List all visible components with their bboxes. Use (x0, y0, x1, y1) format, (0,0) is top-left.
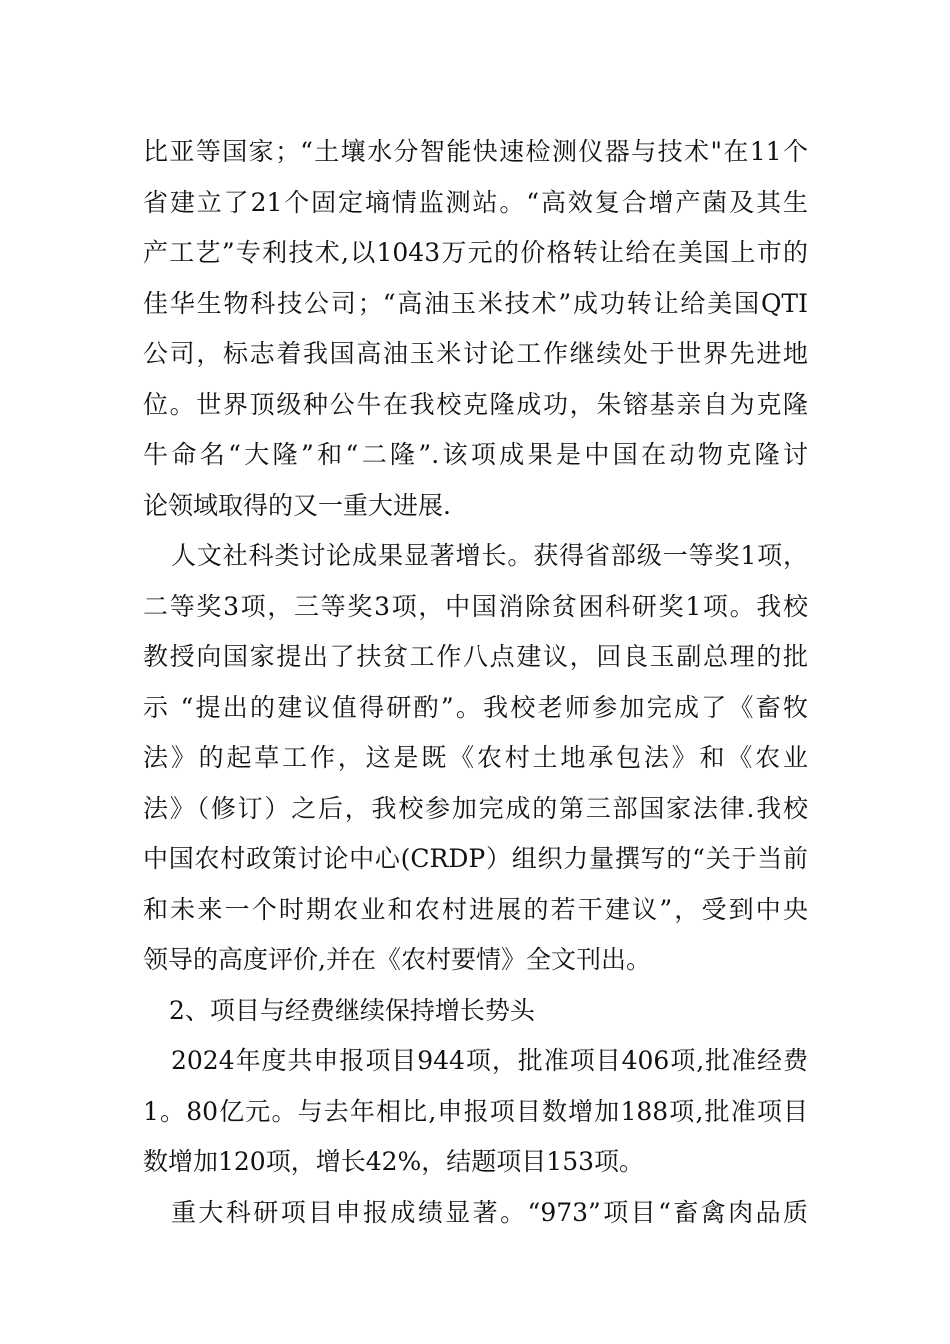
text-line: 论领域取得的又一重大进展. (143, 490, 451, 520)
text-line: 法》的起草工作，这是既《农村土地承包法》和《农业 (143, 743, 808, 772)
paragraph-first-line: 人文社科类讨论成果显著增长。获得省部级一等奖1项， (171, 541, 808, 570)
text-line: 教授向国家提出了扶贫工作八点建议，回良玉副总理的批 (143, 642, 808, 671)
text-line: 中国农村政策讨论中心(CRDP）组织力量撰写的“关于当前 (143, 844, 808, 873)
paragraph-first-line: 重大科研项目申报成绩显著。“973”项目“畜禽肉品质 (171, 1197, 808, 1227)
text-line: 省建立了21个固定墒情监测站。“高效复合增产菌及其生 (143, 187, 808, 217)
text-line: 示 “提出的建议值得研酌”。我校老师参加完成了《畜牧 (143, 692, 808, 722)
text-line: 和未来一个时期农业和农村进展的若干建议”，受到中央 (143, 894, 808, 924)
paragraph-first-line: 2024年度共申报项目944项，批准项目406项,批准经费 (171, 1046, 808, 1075)
text-line: 领导的高度评价,并在《农村要情》全文刊出。 (143, 945, 651, 974)
text-line: 数增加120项，增长42%，结题项目153项。 (143, 1147, 645, 1176)
text-line: 产工艺”专利技术,以1043万元的价格转让给在美国上市的 (143, 238, 808, 267)
text-line: 佳华生物科技公司；“高油玉米技术”成功转让给美国QTI (143, 288, 808, 318)
text-line: 比亚等国家；“土壤水分智能快速检测仪器与技术"在11个 (143, 137, 808, 166)
text-line: 二等奖3项，三等奖3项，中国消除贫困科研奖1项。我校 (143, 591, 808, 621)
text-line: 法》（修订）之后，我校参加完成的第三部国家法律.我校 (143, 793, 808, 823)
document-body (143, 127, 808, 1238)
section-heading: 2、项目与经费继续保持增长势头 (169, 995, 535, 1025)
text-line: 公司，标志着我国高油玉米讨论工作继续处于世界先进地 (143, 339, 808, 368)
text-line: 1。80亿元。与去年相比,申报项目数增加188项,批准项目 (143, 1096, 808, 1126)
text-line: 牛命名“大隆”和“二隆”.该项成果是中国在动物克隆讨 (143, 440, 808, 469)
text-line: 位。世界顶级种公牛在我校克隆成功，朱镕基亲自为克隆 (143, 389, 808, 419)
